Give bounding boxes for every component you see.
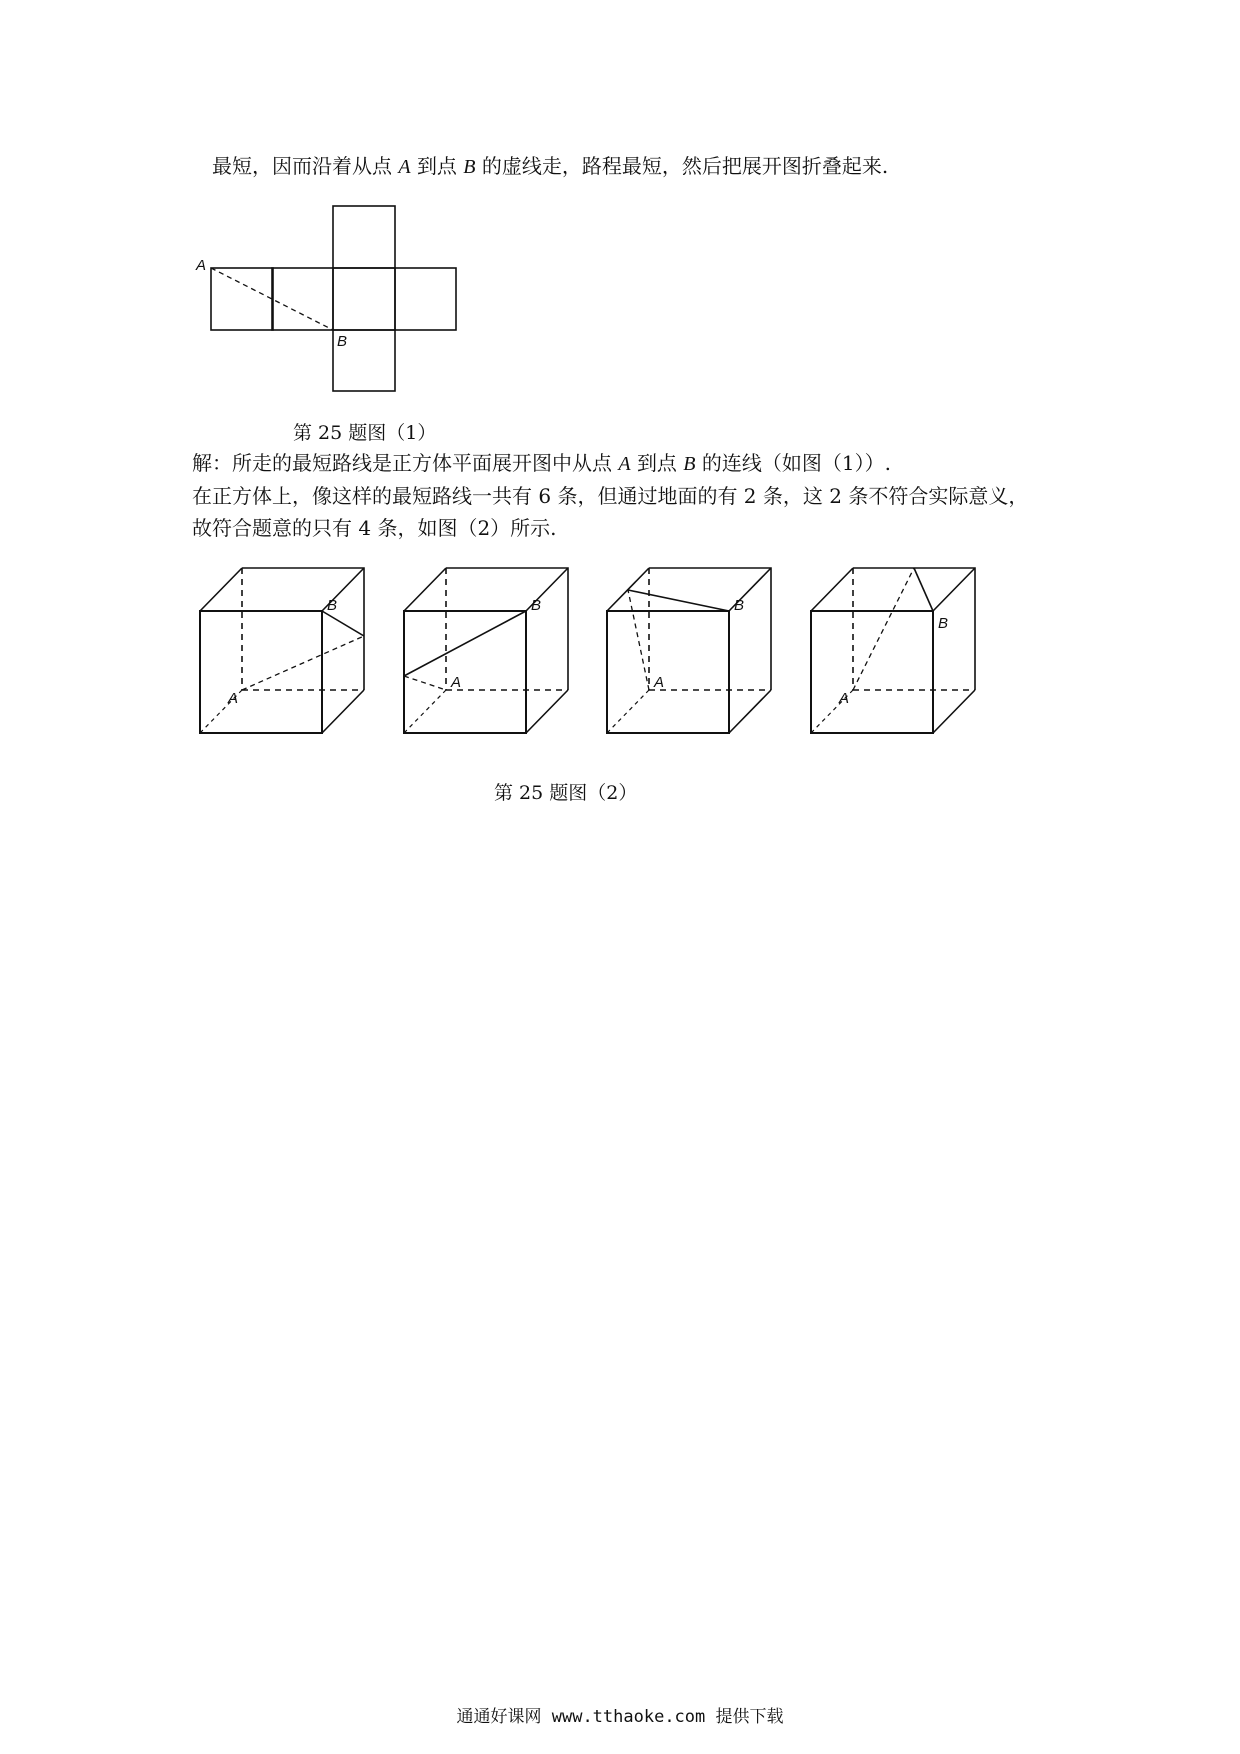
figure-2-caption: 第 25 题图（2）	[494, 782, 638, 804]
cube-3-path-visible	[628, 590, 729, 611]
cube-2-label-a: A	[451, 674, 462, 691]
cube-1-label-b: B	[327, 597, 338, 614]
cube-3	[607, 568, 771, 733]
cube-4-path-visible	[914, 568, 933, 611]
cube-3-label-b: B	[734, 597, 745, 614]
solution-text-mid: 到点	[636, 451, 677, 475]
intro-point-a: A	[398, 156, 411, 178]
cube-4-label-a: A	[839, 690, 850, 707]
cube-2	[404, 568, 568, 733]
cube-1-path-hidden	[242, 636, 364, 690]
intro-point-b: B	[463, 156, 476, 178]
cube-4-path-hidden	[853, 568, 914, 690]
solution-point-a: A	[618, 453, 631, 475]
cube-3-label-a: A	[654, 674, 665, 691]
cube-2-label-b: B	[531, 597, 542, 614]
solution-line-2: 在正方体上，像这样的最短路线一共有 6 条，但通过地面的有 2 条，这 2 条不符合实际意义，	[192, 484, 1029, 508]
net-label-b: B	[337, 333, 348, 350]
cube-4-label-b: B	[938, 615, 949, 632]
footer-credit: 通通好课网 www.tthaoke.com 提供下载	[456, 1707, 784, 1727]
figure-1-caption: 第 25 题图（1）	[293, 422, 437, 444]
cube-2-path-hidden	[404, 676, 446, 690]
solution-line-3: 故符合题意的只有 4 条，如图（2）所示.	[192, 516, 557, 540]
cube-2-path-visible	[404, 611, 526, 676]
cube-1	[200, 568, 364, 733]
cube-4	[811, 568, 975, 733]
intro-text-mid: 到点	[416, 154, 457, 178]
intro-text-pre: 最短，因而沿着从点	[212, 154, 392, 178]
net-label-a: A	[196, 257, 207, 274]
cube-3-path-hidden	[628, 590, 649, 690]
cube-1-label-a: A	[228, 690, 239, 707]
solution-text-pre: 解：所走的最短路线是正方体平面展开图中从点	[192, 451, 612, 475]
intro-text-post: 的虚线走，路程最短，然后把展开图折叠起来.	[481, 154, 889, 178]
cube-1-path-visible	[322, 611, 364, 636]
solution-point-b: B	[683, 453, 696, 475]
solution-text-post: 的连线（如图（1））.	[701, 451, 891, 475]
